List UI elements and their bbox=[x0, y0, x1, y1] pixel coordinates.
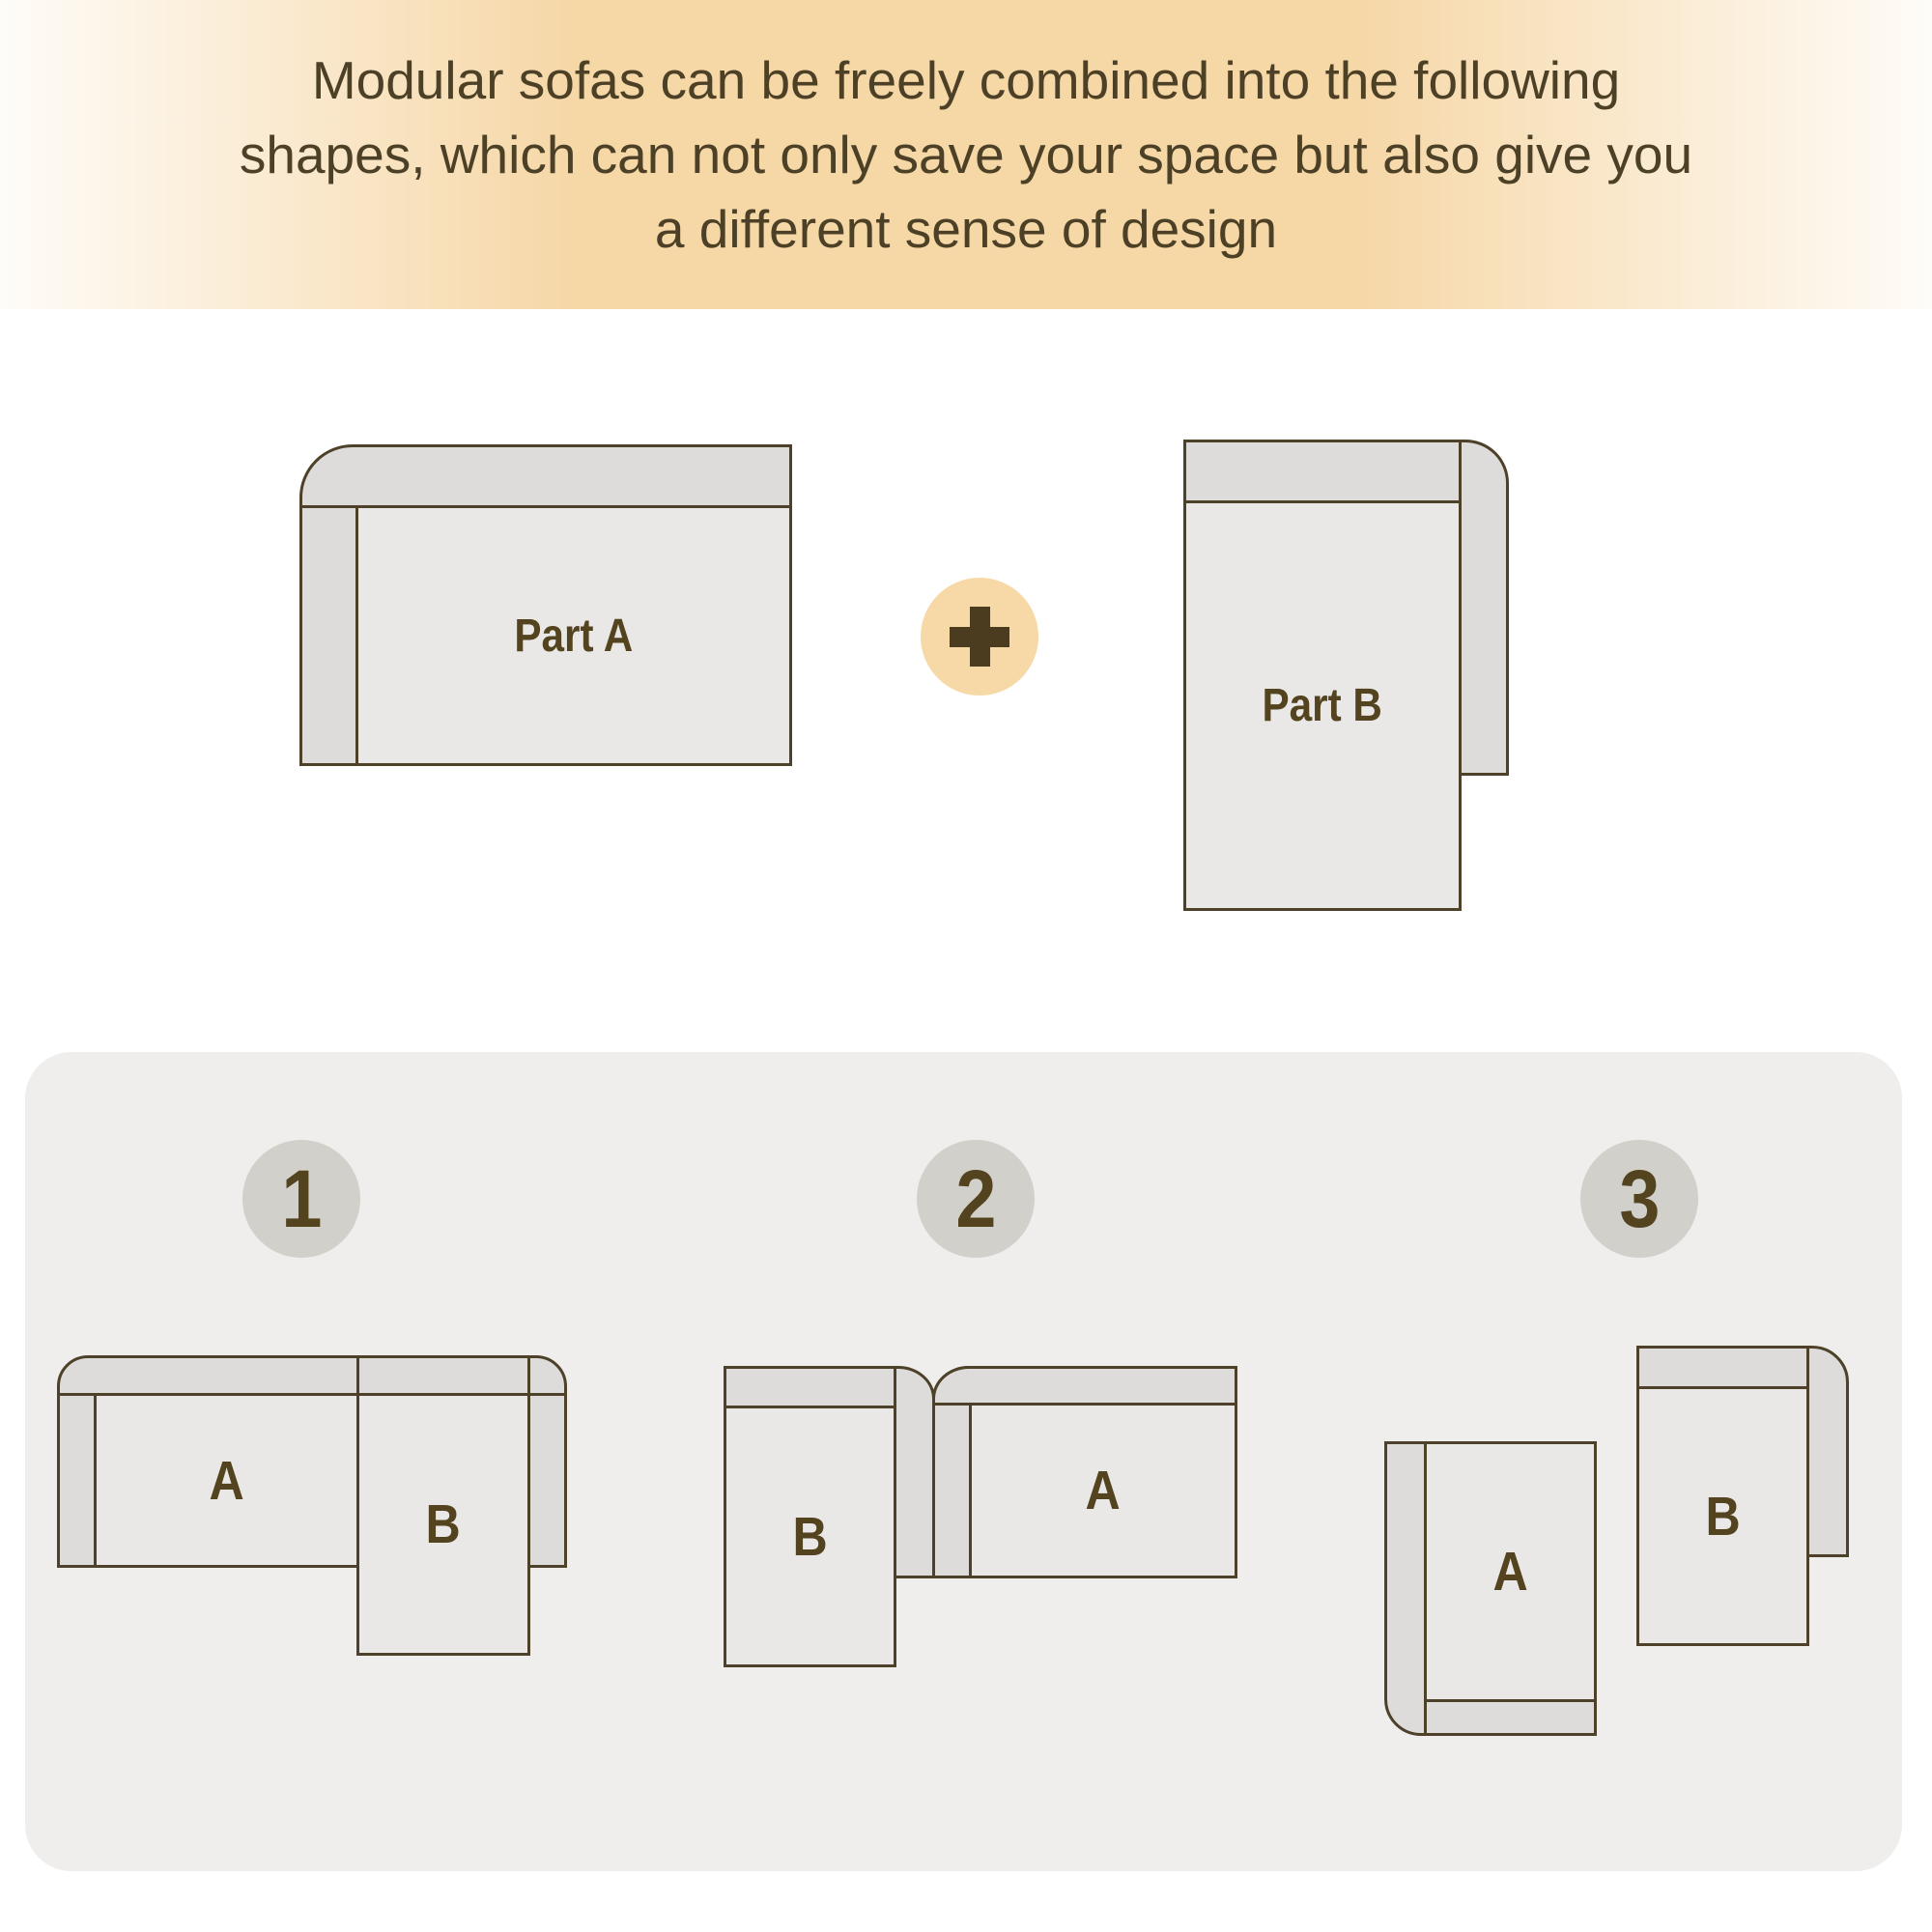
combo-1-number-badge: 1 bbox=[242, 1140, 360, 1258]
combo-1-left-armrest bbox=[57, 1393, 97, 1568]
combo-1-backrest-divider-1 bbox=[356, 1355, 359, 1396]
combo-1-label-a: A bbox=[209, 1449, 244, 1512]
combo-3-number-badge: 3 bbox=[1580, 1140, 1698, 1258]
header-line-1: Modular sofas can be freely combined into the following bbox=[311, 49, 1621, 110]
combo-3-sofa-a-armrest bbox=[1384, 1441, 1427, 1736]
combo-1-label-b: B bbox=[425, 1493, 462, 1555]
plus-bar-vertical bbox=[970, 607, 990, 667]
combo-3-sofa-a-backrest bbox=[1424, 1699, 1597, 1736]
part-a-backrest bbox=[299, 444, 792, 508]
part-a-armrest bbox=[299, 505, 358, 766]
combo-1-right-armrest bbox=[527, 1393, 567, 1568]
combo-3-sofa-b-armrest bbox=[1806, 1346, 1849, 1557]
combo-3-sofa-b-backrest bbox=[1636, 1346, 1809, 1389]
part-b-armrest bbox=[1459, 440, 1509, 776]
plus-icon bbox=[921, 578, 1038, 696]
part-b-label: Part B bbox=[1262, 680, 1383, 731]
combo-2-sofa-a-backrest bbox=[932, 1366, 1237, 1406]
combo-1-backrest-divider-2 bbox=[527, 1355, 530, 1396]
part-b-backrest bbox=[1183, 440, 1462, 503]
combo-3-label-a: A bbox=[1492, 1541, 1528, 1603]
combo-2-label-a: A bbox=[1085, 1460, 1122, 1521]
header-line-3: a different sense of design bbox=[654, 198, 1278, 259]
combo-3-label-b: B bbox=[1705, 1485, 1741, 1548]
combo-2-number-badge: 2 bbox=[917, 1140, 1035, 1258]
combo-2-sofa-b-armrest bbox=[894, 1366, 935, 1578]
combo-2-sofa-b-backrest bbox=[724, 1366, 896, 1408]
combo-1-backrest bbox=[57, 1355, 567, 1396]
header-banner bbox=[0, 0, 1932, 309]
header-line-2: shapes, which can not only save your space but also give you bbox=[239, 124, 1693, 185]
part-a-label: Part A bbox=[514, 610, 634, 662]
combo-2-label-b: B bbox=[792, 1505, 828, 1568]
